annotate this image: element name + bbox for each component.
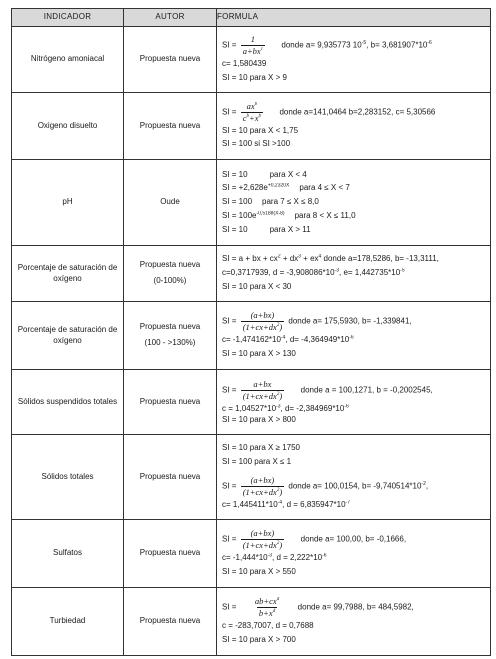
formula-line: $c = 1,04527*10^{-3}$, $d= -2,384969*10^{-6}$ [222,403,349,413]
fraction: $\frac{ab+cx^d}{b+x^d}$ [254,597,280,619]
indicator-cell: Sólidos suspendidos totales [12,370,124,435]
fraction: $\frac{(a+bx)}{(1+cx+dx^2)}$ [242,529,283,551]
table-row [12,302,491,370]
table-row [12,520,491,588]
indicator-cell: Oxigeno disuelto [12,93,124,160]
table-row [12,370,491,435]
indicator-cell: Turbiedad [12,588,124,656]
author-cell: Propuesta nueva [124,588,217,656]
fraction: $\frac{(a+bx)}{(1+cx+dx^2)}$ [242,475,283,497]
condition-line: SI = 10 para X > 130 [222,348,296,358]
indicator-cell: Porcentaje de saturación de oxígeno [12,302,124,370]
formula-line: c = -283,7007, d = 0,7688 [222,621,314,631]
header-row [12,9,491,27]
formula-line: SI = $\frac{(a+bx)}{(1+cx+dx^2)}$ donde a= 100,00, b= -0,1666, [222,529,407,551]
formula-line: SI = $\frac{1}{a+bx^c}$ donde a= 9,935773 $10^{-5}$, $b= 3,681907*10^{-6}$ [222,35,432,57]
formula-cell [217,520,491,588]
formula-cell [217,435,491,520]
formula-line: SI = 10 para X < 4 [222,169,307,179]
formula-line: SI = $+2,628e^{+0,2320X}$ para 4 ≤ X < 7 [222,183,350,193]
author-cell: Propuesta nueva (0-100%) [124,246,217,302]
header-indicador: INDICADOR [12,9,124,27]
formula-cell [217,27,491,93]
formula-line: SI = $\frac{(a+bx)}{(1+cx+dx^2)}$ donde a= 100,0154, $b= -9,740514*10^{-2}$, [222,475,429,497]
indicator-cell: pH [12,160,124,246]
author-cell: Propuesta nueva [124,520,217,588]
table-row [12,93,491,160]
condition-line: SI = 100 para X ≤ 1 [222,457,292,467]
header-autor: AUTOR [124,9,217,27]
fraction: $\frac{ax^b}{c^b+x^b}$ [242,101,261,123]
table-row [12,588,491,656]
formula-line: SI = 10 para X > 11 [222,224,311,234]
table-row [12,160,491,246]
formula-cell [217,93,491,160]
condition-line: SI = 10 para X > 700 [222,634,296,644]
formula-line: SI = 100 para 7 ≤ X ≤ 8,0 [222,197,319,207]
formula-line: SI = $\frac{(a+bx)}{(1+cx+dx^2)}$ donde a= 175,5930, b= -1,339841, [222,311,412,333]
condition-line: SI = 10 para X > 550 [222,566,296,576]
author-cell: Propuesta nueva [124,370,217,435]
formula-line: $c= -1,444*10^{-3}$, $d = 2,222*10^{-6}$ [222,553,327,563]
formula-cell [217,302,491,370]
indicators-table [11,8,491,656]
formula-line: $c= 1,445411*10^{-4}$, $d = 6,835947*10^{-7}$ [222,499,350,509]
condition-line: SI = 10 para X < 1,75 [222,125,299,135]
condition-line: SI = 10 para X > 800 [222,415,296,425]
fraction: $\frac{a+bx}{(1+cx+dx^2)}$ [242,379,283,401]
formula-line: c=0,3717939, $d = -3,908086*10^{-3}$, $e= 1,442735*10^{-5}$ [222,268,405,278]
indicator-cell: Nitrógeno amoniacal [12,27,124,93]
indicator-cell: Sulfatos [12,520,124,588]
formula-line: SI = $100e^{-0,5188(X-8)}$ para 8 < X ≤ 11,0 [222,210,356,220]
table-row [12,27,491,93]
table-row [12,435,491,520]
formula-cell [217,160,491,246]
formula-line: $c= -1,474162*10^{-4}$, $d= -4,364949*10^{-6}$ [222,335,354,345]
formula-line: SI = a + bx + $cx^2 + dx^3 + ex^4$ donde a=178,5286, b= -13,3111, [222,254,439,264]
author-cell: Propuesta nueva [124,27,217,93]
fraction: $\frac{(a+bx)}{(1+cx+dx^2)}$ [242,311,283,333]
formula-line: SI = $\frac{ax^b}{c^b+x^b}$ donde a=141,0464 b=2,283152, c= 5,30566 [222,101,436,123]
fraction: $\frac{1}{a+bx^c}$ [242,35,263,57]
condition-line: SI = 10 para X < 30 [222,281,292,291]
condition-line: SI = 10 para X ≥ 1750 [222,443,300,453]
author-cell: Propuesta nueva [124,435,217,520]
header-formula: FORMULA [217,9,491,27]
author-cell: Propuesta nueva (100 - >130%) [124,302,217,370]
formula-cell [217,370,491,435]
table-row [12,246,491,302]
condition-line: SI = 100 si SI >100 [222,139,291,149]
author-cell: Oude [124,160,217,246]
indicator-cell: Sólidos totales [12,435,124,520]
formula-cell [217,588,491,656]
author-cell: Propuesta nueva [124,93,217,160]
formula-line: SI = $\frac{a+bx}{(1+cx+dx^2)}$ donde a = 100,1271, b = -0,2002545, [222,379,433,401]
formula-line: SI = $\frac{ab+cx^d}{b+x^d}$ donde a= 99,7988, b= 484,5982, [222,597,414,619]
condition-line: SI = 10 para X > 9 [222,72,287,82]
formula-cell [217,246,491,302]
indicator-cell: Porcentaje de saturación de oxígeno [12,246,124,302]
formula-line: c= 1,580439 [222,59,267,69]
